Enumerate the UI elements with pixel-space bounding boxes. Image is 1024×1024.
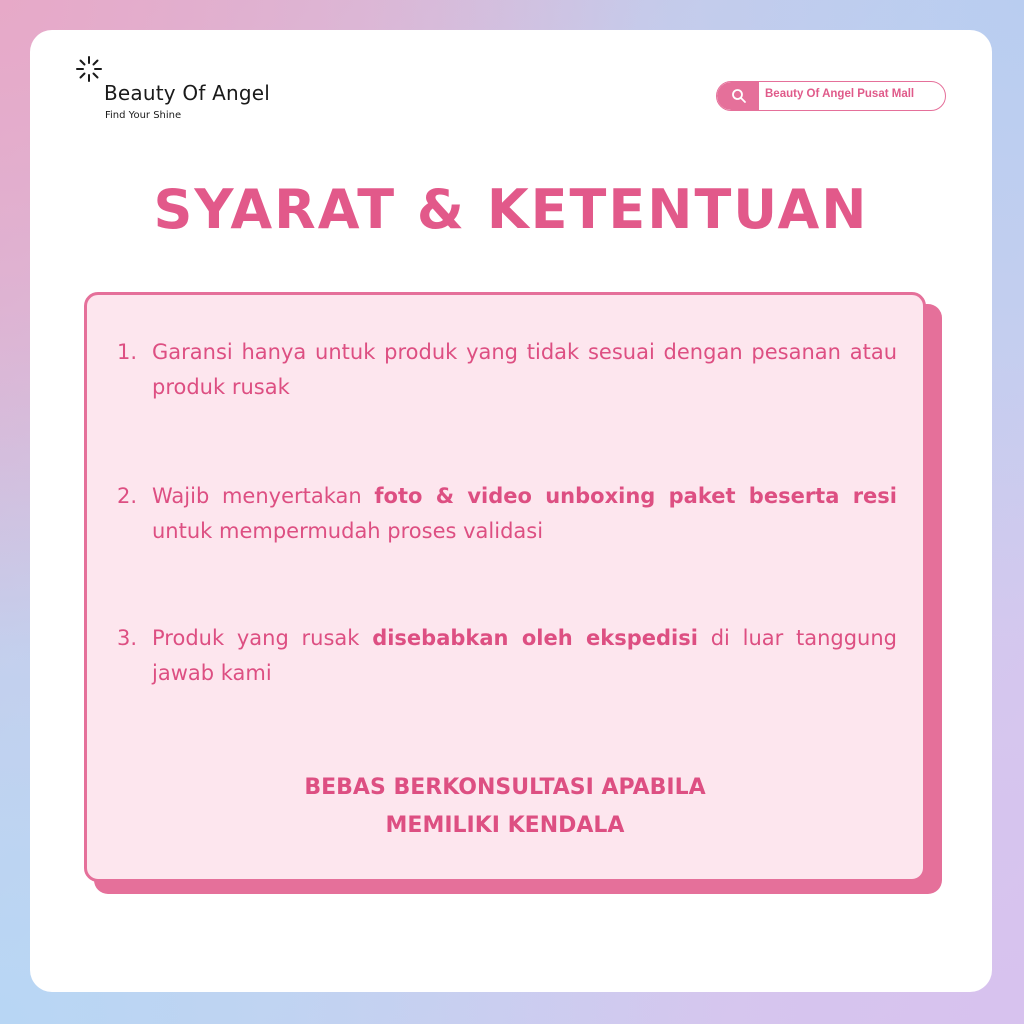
info-card	[30, 30, 992, 992]
item-text-part: di luar tanggung jawab kami	[152, 626, 898, 685]
consultation-line-2: MEMILIKI KENDALA	[385, 813, 625, 838]
search-button[interactable]	[717, 82, 759, 110]
item-number: 1.	[117, 340, 138, 364]
item-text-bold: foto & video unboxing paket beserta resi	[374, 484, 897, 508]
item-text	[152, 335, 897, 405]
terms-item	[117, 621, 897, 691]
terms-item	[117, 479, 897, 549]
terms-item	[117, 335, 897, 405]
brand-logo	[74, 54, 334, 124]
item-text-part: untuk mempermudah proses validasi	[152, 519, 544, 543]
sparkle-icon	[74, 54, 104, 84]
search-icon	[731, 88, 747, 104]
item-text-part: Produk yang rusak	[152, 626, 373, 650]
page-title: SYARAT & KETENTUAN	[153, 178, 869, 241]
brand-name: Beauty Of Angel	[104, 81, 271, 105]
terms-box	[84, 292, 926, 882]
item-number: 2.	[117, 484, 138, 508]
item-text-part: Garansi hanya untuk produk yang tidak sesuai dengan pesanan atau produk rusak	[152, 340, 897, 399]
item-text-part: Wajib menyertakan	[152, 484, 375, 508]
item-text-bold: disebabkan oleh ekspedisi	[372, 626, 698, 650]
search-text: Beauty Of Angel Pusat Mall	[765, 88, 915, 100]
store-search-bar[interactable]	[716, 81, 946, 111]
item-number: 3.	[117, 626, 138, 650]
consultation-note	[87, 769, 923, 845]
consultation-line-1: BEBAS BERKONSULTASI APABILA	[304, 775, 706, 800]
item-text	[152, 621, 897, 691]
brand-tagline: Find Your Shine	[105, 110, 182, 121]
item-text	[152, 479, 897, 549]
